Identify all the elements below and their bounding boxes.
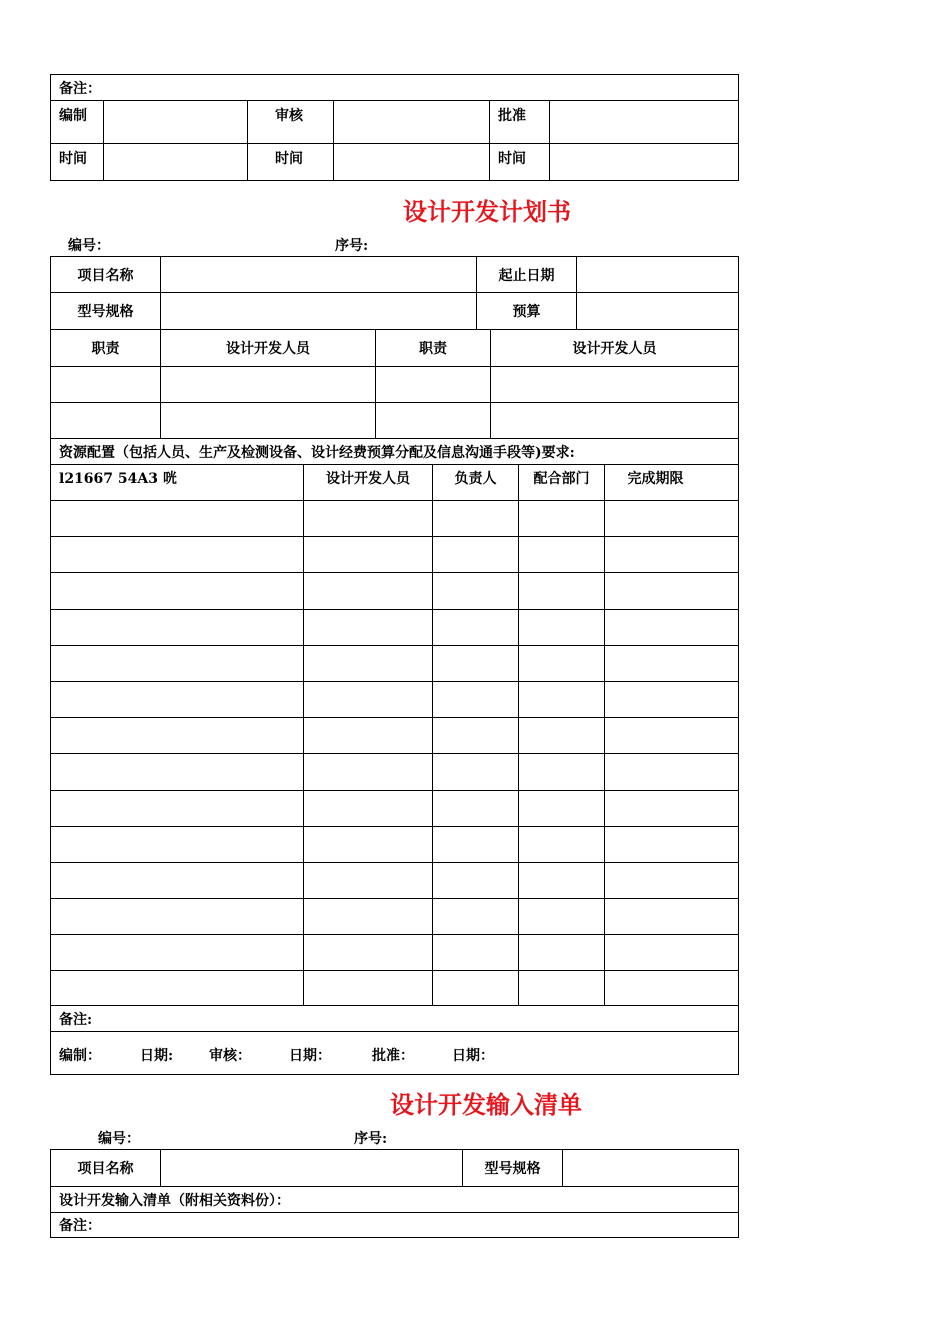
schedule-cell[interactable] [304,609,433,645]
schedule-cell[interactable] [304,826,433,862]
time-field[interactable] [334,144,490,181]
budget-label: 预算 [477,293,577,330]
schedule-cell[interactable] [519,718,605,754]
schedule-cell[interactable] [51,790,304,826]
schedule-cell[interactable] [605,609,739,645]
schedule-cell[interactable] [304,537,433,573]
plan-footer-table [50,1005,739,1075]
schedule-cell[interactable] [519,573,605,609]
schedule-cell[interactable] [433,935,519,971]
schedule-cell[interactable] [304,754,433,790]
schedule-cell[interactable] [51,826,304,862]
schedule-cell[interactable] [304,573,433,609]
schedule-cell[interactable] [605,826,739,862]
schedule-cell[interactable] [433,573,519,609]
schedule-cell[interactable] [433,971,519,1006]
remark-label: 备注： [51,75,739,101]
staff-cell[interactable] [51,403,161,439]
schedule-table [50,464,739,1006]
schedule-cell[interactable] [519,501,605,537]
stage-header: l21667 54A3 咣 [51,465,304,501]
schedule-cell[interactable] [519,681,605,717]
schedule-cell[interactable] [51,754,304,790]
time-field[interactable] [550,144,739,181]
schedule-cell[interactable] [605,645,739,681]
review-label: 审核 [248,101,334,144]
project-name-label: 项目名称 [51,1150,161,1187]
plan-number-label: 编号： [68,238,110,254]
staff-cell[interactable] [376,367,491,403]
compile-field[interactable] [104,101,248,144]
project-name-label: 项目名称 [51,257,161,293]
schedule-row [51,826,739,862]
schedule-cell[interactable] [304,645,433,681]
schedule-cell[interactable] [605,971,739,1006]
schedule-cell[interactable] [304,681,433,717]
schedule-cell[interactable] [605,537,739,573]
resource-label: 资源配置（包括人员、生产及检测设备、设计经费预算分配及信息沟通手段等)要求: [51,439,739,465]
schedule-cell[interactable] [304,501,433,537]
staff-cell[interactable] [51,367,161,403]
plan-staff-table [50,329,739,465]
schedule-cell[interactable] [433,501,519,537]
input-number-label: 编号： [98,1131,140,1147]
staff-header: 设计开发人员 [491,330,739,367]
budget-field[interactable] [577,293,739,330]
schedule-cell[interactable] [51,718,304,754]
plan-serial-label: 序号: [335,238,369,254]
duty-header: 职责 [376,330,491,367]
schedule-cell[interactable] [519,790,605,826]
schedule-row [51,971,739,1006]
schedule-cell[interactable] [51,681,304,717]
model-spec-label: 型号规格 [463,1150,563,1187]
schedule-cell[interactable] [304,862,433,898]
schedule-cell[interactable] [51,537,304,573]
date-range-label: 起止日期 [477,257,577,293]
review-field[interactable] [334,101,490,144]
schedule-row [51,537,739,573]
schedule-cell[interactable] [433,537,519,573]
project-name-field[interactable] [161,1150,463,1187]
schedule-row [51,899,739,935]
input-serial-label: 序号: [354,1131,388,1147]
staff-cell[interactable] [376,403,491,439]
schedule-cell[interactable] [51,862,304,898]
staff-column-header: 设计开发人员 [304,465,433,501]
schedule-row [51,609,739,645]
plan-signoff-row [51,1032,739,1075]
schedule-cell[interactable] [433,754,519,790]
input-remark-label: 备注： [51,1213,739,1238]
date-label: 日期: [140,1048,174,1064]
time-label: 时间 [248,144,334,181]
plan-remark-label: 备注: [51,1006,739,1032]
schedule-row [51,501,739,537]
date-label: 日期： [452,1048,494,1064]
compile-label: 编制 [51,101,104,144]
staff-cell[interactable] [161,403,376,439]
schedule-cell[interactable] [433,826,519,862]
schedule-row [51,754,739,790]
schedule-cell[interactable] [519,935,605,971]
schedule-cell[interactable] [605,573,739,609]
staff-header: 设计开发人员 [161,330,376,367]
model-spec-field[interactable] [161,293,477,330]
schedule-cell[interactable] [605,501,739,537]
schedule-cell[interactable] [605,899,739,935]
input-list-label: 设计开发输入清单（附相关资料份）： [51,1187,739,1213]
schedule-row [51,681,739,717]
model-spec-label: 型号规格 [51,293,161,330]
time-label: 时间 [490,144,550,181]
time-label: 时间 [51,144,104,181]
schedule-cell[interactable] [605,754,739,790]
schedule-row [51,718,739,754]
schedule-cell[interactable] [519,971,605,1006]
schedule-cell[interactable] [605,862,739,898]
schedule-cell[interactable] [519,899,605,935]
schedule-cell[interactable] [519,862,605,898]
schedule-cell[interactable] [519,609,605,645]
staff-cell[interactable] [161,367,376,403]
schedule-cell[interactable] [304,790,433,826]
time-field[interactable] [104,144,248,181]
schedule-cell[interactable] [433,609,519,645]
project-name-field[interactable] [161,257,477,293]
staff-cell[interactable] [491,367,739,403]
dept-column-header: 配合部门 [519,465,605,501]
compile-label: 编制： [59,1048,101,1064]
schedule-row [51,790,739,826]
schedule-cell[interactable] [433,862,519,898]
owner-column-header: 负责人 [433,465,519,501]
review-label: 审核： [209,1048,251,1064]
plan-title: 设计开发计划书 [403,197,571,226]
input-list-table [50,1149,739,1238]
schedule-cell[interactable] [51,899,304,935]
approve-field[interactable] [550,101,739,144]
approve-label: 批准 [490,101,550,144]
schedule-row [51,573,739,609]
schedule-cell[interactable] [433,645,519,681]
schedule-cell[interactable] [304,971,433,1006]
schedule-row [51,645,739,681]
schedule-cell[interactable] [51,935,304,971]
schedule-cell[interactable] [605,790,739,826]
schedule-cell[interactable] [605,935,739,971]
model-spec-field[interactable] [563,1150,739,1187]
approval-table [50,74,739,181]
schedule-cell[interactable] [519,537,605,573]
schedule-cell[interactable] [51,645,304,681]
date-label: 日期： [289,1048,331,1064]
schedule-cell[interactable] [605,718,739,754]
schedule-cell[interactable] [304,899,433,935]
schedule-cell[interactable] [51,573,304,609]
schedule-cell[interactable] [304,718,433,754]
plan-header-table [50,256,739,330]
schedule-cell[interactable] [433,790,519,826]
schedule-cell[interactable] [433,718,519,754]
schedule-row [51,935,739,971]
deadline-column-header: 完成期限 [605,465,739,501]
staff-cell[interactable] [491,403,739,439]
schedule-cell[interactable] [519,754,605,790]
schedule-cell[interactable] [433,681,519,717]
duty-header: 职责 [51,330,161,367]
schedule-cell[interactable] [519,826,605,862]
approve-label: 批准： [372,1048,414,1064]
input-list-title: 设计开发输入清单 [390,1090,582,1119]
schedule-row [51,862,739,898]
schedule-cell[interactable] [51,971,304,1006]
schedule-cell[interactable] [51,609,304,645]
schedule-cell[interactable] [433,899,519,935]
date-range-field[interactable] [577,257,739,293]
schedule-cell[interactable] [51,501,304,537]
schedule-cell[interactable] [304,935,433,971]
schedule-cell[interactable] [519,645,605,681]
schedule-cell[interactable] [605,681,739,717]
